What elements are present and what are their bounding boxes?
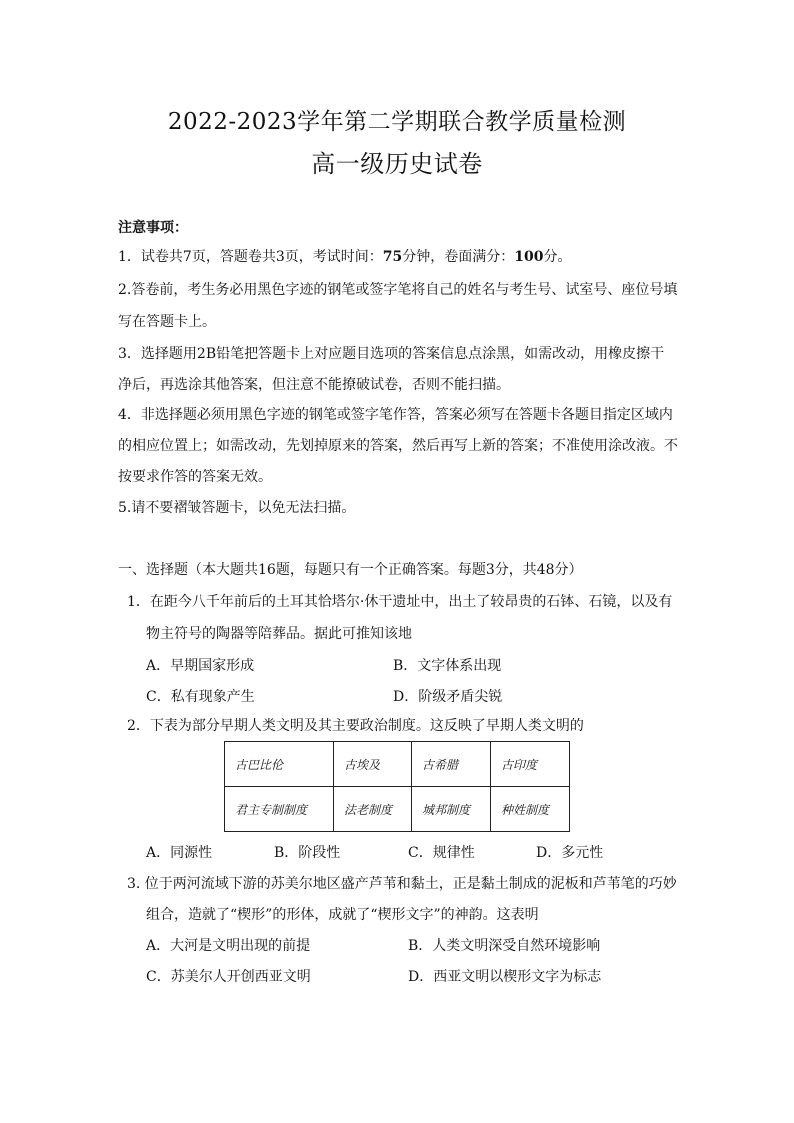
notice-item-1-post: 分。 [543,249,572,265]
exam-title: 2022-2023学年第二学期联合教学质量检测 [167,109,627,135]
exam-subtitle: 高一级历史试卷 [311,150,483,178]
question-1-option-c: C．私有现象产生 [146,689,255,705]
section-heading: 一、选择题（本大题共16题，每题只有一个正确答案。每题3分，共48分） [118,562,583,578]
question-1-option-d: D．阶级矛盾尖锐 [393,689,503,705]
civilization-table [224,741,570,832]
table-cell: 城邦制度 [412,787,491,832]
notice-item-4-line-1: 4．非选择题必须用黑色字迹的钢笔或签字笔作答，答案必须写在答题卡各题目指定区域内 [118,407,673,423]
question-3-option-d: D．西亚文明以楔形文字为标志 [408,969,602,985]
question-2-line-1: 2．下表为部分早期人类文明及其主要政治制度。这反映了早期人类文明的 [127,718,584,734]
question-1-line-2: 物主符号的陶器等陪葬品。据此可推知该地 [146,626,412,642]
table-cell: 古埃及 [334,742,412,787]
table-cell: 古印度 [491,742,570,787]
question-3-option-b: B．人类文明深受自然环境影响 [408,938,601,954]
notice-item-3-line-2: 净后，再选涂其他答案，但注意不能撩破试卷，否则不能扫描。 [118,377,510,393]
notice-heading: 注意事项： [118,220,188,236]
question-2-option-d: D．多元性 [536,845,604,861]
notice-item-1-pre: 1．试卷共7页，答题卷共3页，考试时间： [118,249,383,265]
question-3-line-2: 组合，造就了“楔形”的形体，成就了“楔形文字”的神韵。这表明 [146,907,539,923]
notice-item-3-line-1: 3．选择题用2B铅笔把答题卡上对应题目选项的答案信息点涂黑，如需改动，用橡皮擦干 [118,346,665,362]
table-cell: 古希腊 [412,742,491,787]
notice-item-1 [118,247,571,267]
question-2-option-a: A．同源性 [146,845,213,861]
full-score-value: 100 [514,249,544,265]
question-2-option-c: C．规律性 [408,845,475,861]
question-2-option-b: B．阶段性 [274,845,341,861]
notice-item-2-line-2: 写在答题卡上。 [118,314,216,330]
table-cell: 法老制度 [334,787,412,832]
question-3-option-a: A．大河是文明出现的前提 [146,938,311,954]
notice-item-1-mid: 分钟，卷面满分： [402,249,515,265]
table-cell: 古巴比伦 [225,742,334,787]
notice-item-5: 5.请不要褶皱答题卡，以免无法扫描。 [118,500,356,516]
table-cell: 种姓制度 [491,787,570,832]
notice-item-2-line-1: 2.答卷前，考生务必用黑色字迹的钢笔或签字笔将自己的姓名与考生号、试室号、座位号填 [118,282,678,298]
table-row [225,787,570,832]
exam-time-value: 75 [382,249,403,265]
notice-item-4-line-3: 按要求作答的答案无效。 [118,469,272,485]
question-3-option-c: C．苏美尔人开创西亚文明 [146,969,311,985]
question-1-line-1: 1．在距今八千年前后的土耳其恰塔尔·休干遗址中，出土了较昂贵的石钵、石镜，以及有 [127,594,673,610]
question-3-line-1: 3. 位于两河流域下游的苏美尔地区盛产芦苇和黏土，正是黏土制成的泥板和芦苇笔的巧妙 [127,876,677,892]
table-row [225,742,570,787]
question-1-option-b: B．文字体系出现 [393,658,502,674]
table-cell: 君主专制制度 [225,787,334,832]
notice-item-4-line-2: 的相应位置上；如需改动，先划掉原来的答案，然后再写上新的答案；不准使用涂改液。不 [118,438,678,454]
question-1-option-a: A．早期国家形成 [146,658,255,674]
